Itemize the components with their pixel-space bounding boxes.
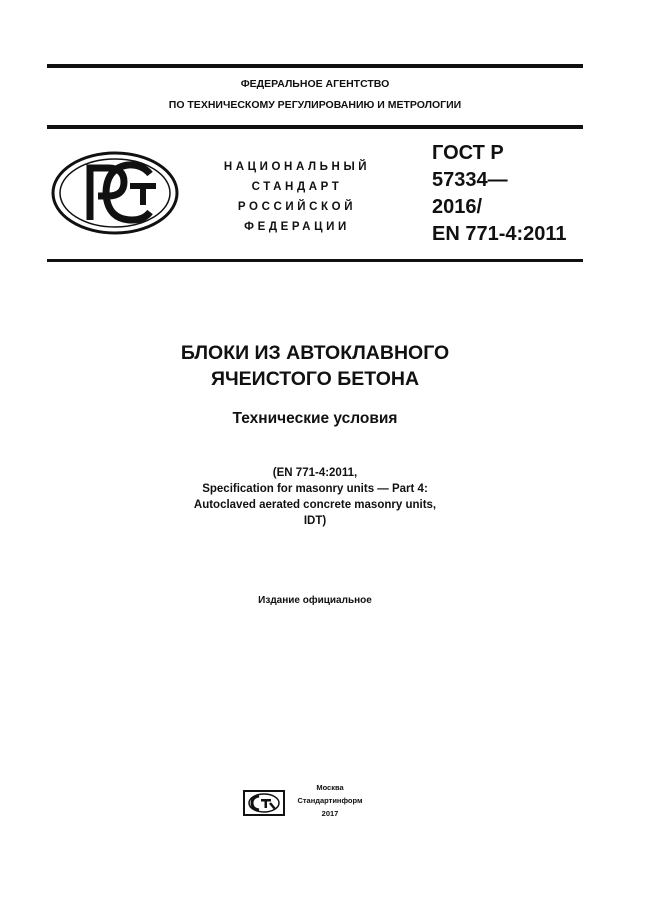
publisher-city: Москва [316, 783, 344, 792]
agency-header [47, 74, 583, 116]
national-standard-line-4: ФЕДЕРАЦИИ [244, 221, 350, 233]
national-standard-line-2: СТАНДАРТ [251, 181, 343, 193]
document-subtitle: Технические условия [232, 410, 398, 427]
standartinform-logo-icon [243, 790, 285, 816]
en-reference [47, 465, 583, 529]
title-line-1: БЛОКИ ИЗ АВТОКЛАВНОГО [180, 342, 450, 364]
national-standard-line-1: НАЦИОНАЛЬНЫЙ [223, 161, 371, 173]
top-rule [47, 64, 583, 68]
edition-label: Издание официальное [258, 595, 372, 606]
document-title [47, 340, 583, 392]
designation-line-2: 57334— [432, 169, 508, 191]
en-reference-line-1: (EN 771-4:2011, [272, 467, 358, 479]
en-reference-line-2: Specification for masonry units — Part 4: [202, 483, 428, 495]
gost-r-logo-icon [50, 150, 180, 236]
title-line-2: ЯЧЕИСТОГО БЕТОНА [210, 368, 420, 390]
header-bottom-rule [47, 125, 583, 129]
en-reference-line-4: IDT) [303, 515, 327, 527]
en-reference-line-3: Autoclaved aerated concrete masonry units, [193, 499, 437, 511]
standard-designation [432, 140, 582, 248]
masthead-bottom-rule [47, 259, 583, 262]
national-standard-line-3: РОССИЙСКОЙ [237, 201, 357, 213]
designation-line-4: EN 771-4:2011 [432, 223, 567, 245]
publisher-year: 2017 [321, 809, 339, 818]
publisher-name: Стандартинформ [297, 796, 363, 805]
designation-line-3: 2016/ [432, 196, 483, 218]
agency-line-2: ПО ТЕХНИЧЕСКОМУ РЕГУЛИРОВАНИЮ И МЕТРОЛОГИИ [168, 99, 462, 111]
publisher-info [285, 781, 375, 820]
agency-line-1: ФЕДЕРАЛЬНОЕ АГЕНТСТВО [240, 78, 390, 90]
designation-line-1: ГОСТ Р [432, 142, 504, 164]
national-standard-label [212, 157, 382, 237]
